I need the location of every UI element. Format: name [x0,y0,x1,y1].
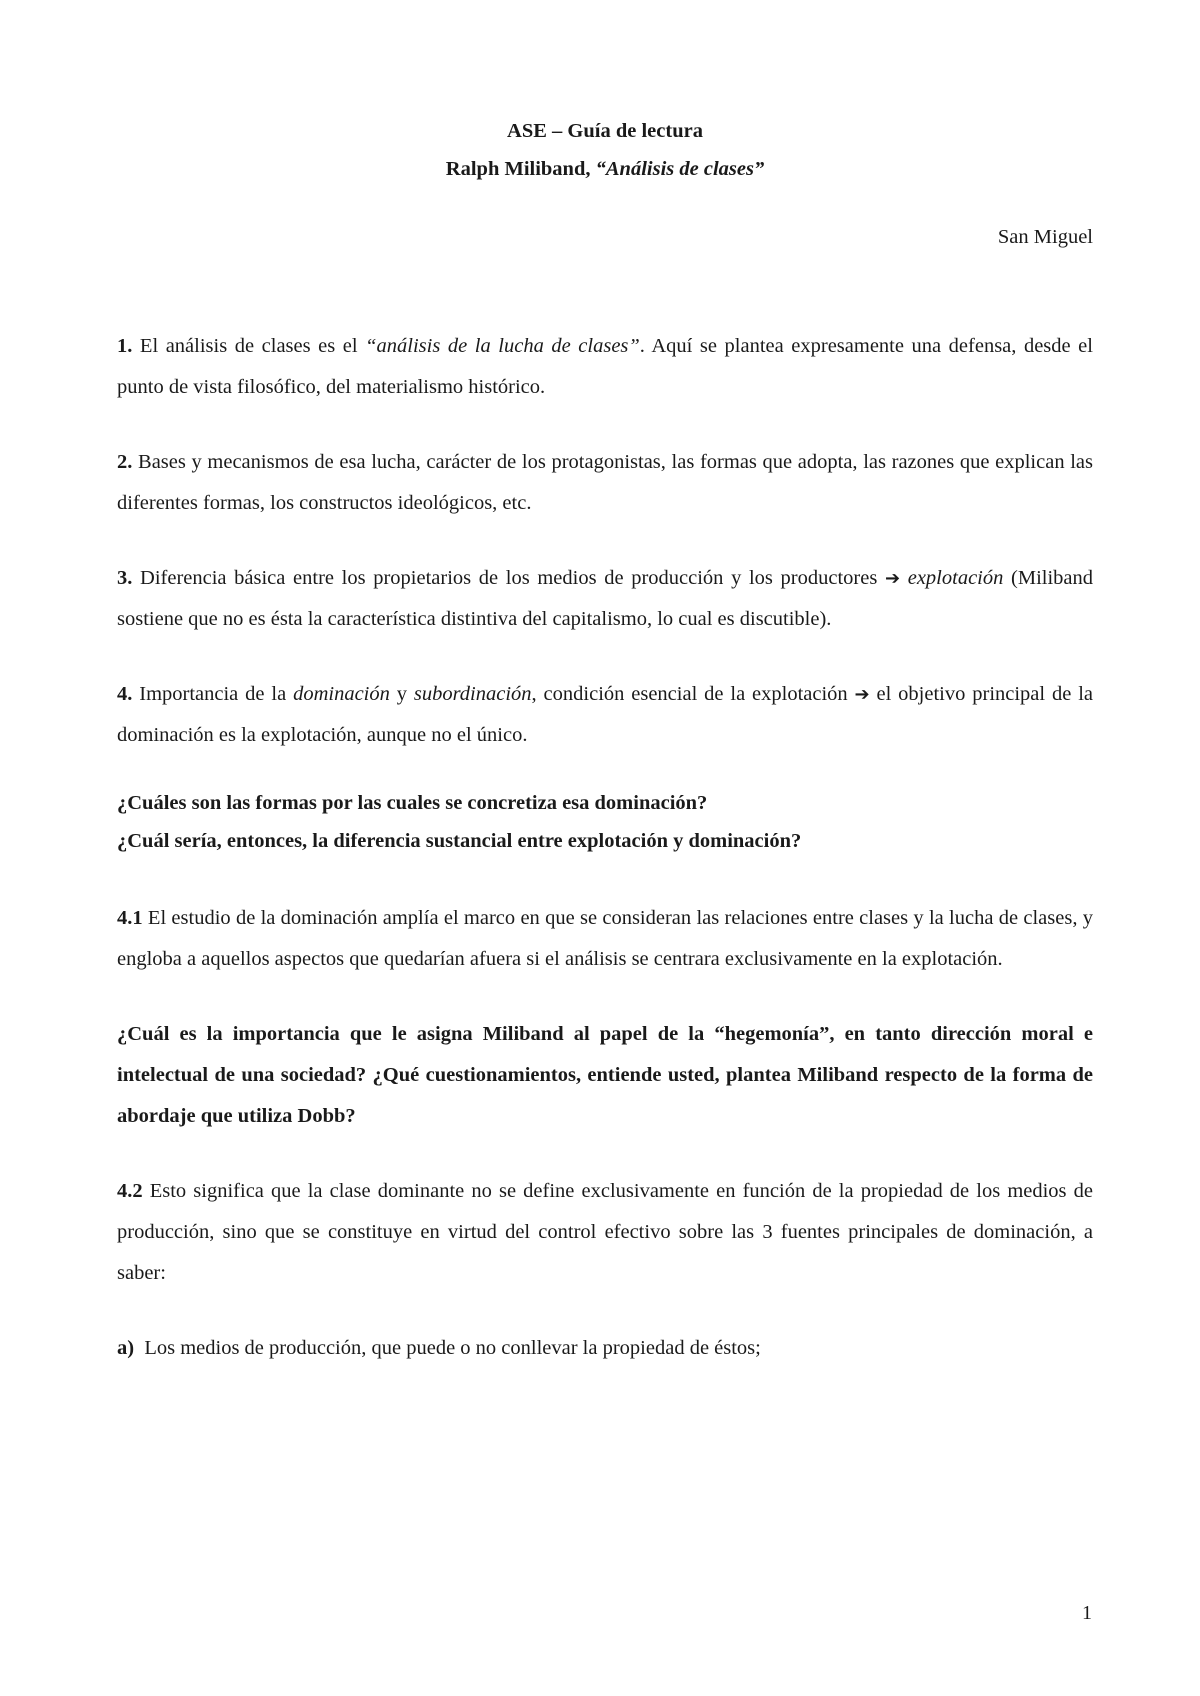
document-body [117,112,1093,1369]
paragraph-2: 2. Bases y mecanismos de esa lucha, carácter de los protagonistas, las formas que adopta, las razones que explican las diferentes formas, los constructos ideológicos, etc. [117,451,1093,514]
question-3: ¿Cuál es la importancia que le asigna Miliband al papel de la “hegemonía”, en tanto dirección moral e intelectual de una sociedad? ¿Qué cuestionamientos, entiende usted, plantea Miliband respecto de la forma de abordaje que utiliza Dobb? [117,1023,1093,1127]
paragraph-1-number: 1. [117,335,133,357]
paragraph-3: 3. Diferencia básica entre los propietarios de los medios de producción y los productores ➔ explotación (Miliband sostiene que no es ésta la característica distintiva del capitalismo, lo cual es discutible). [117,567,1094,630]
document-subtitle [117,150,1093,188]
paragraph-4: 4. Importancia de la dominación y subordinación, condición esencial de la explotación ➔ el objetivo principal de la dominación es la explotación, aunque no el único. [117,683,1093,746]
subtitle-work: “Análisis de clases” [595,158,765,180]
arrow-right-icon: ➔ [854,684,870,705]
question-2: ¿Cuál sería, entonces, la diferencia sustancial entre explotación y dominación? [117,830,802,852]
location: San Miguel [997,226,1093,248]
title-line-1: ASE – Guía de lectura [507,120,703,142]
arrow-right-icon: ➔ [884,568,901,589]
paragraph-4-1-number: 4.1 [117,907,143,929]
paragraph-4-1: 4.1 El estudio de la dominación amplía el marco en que se consideran las relaciones entre clases y la lucha de clases, y engloba a aquellos aspectos que quedarían afuera si el análisis se centrara exclusivamente en la explotación. [117,907,1093,970]
paragraph-4-2: 4.2 Esto significa que la clase dominante no se define exclusivamente en función de la propiedad de los medios de producción, sino que se constituye en virtud del control efectivo sobre las 3 fuentes principales de dominación, a saber: [117,1180,1093,1284]
document-title [117,112,1093,150]
paragraph-4-2-number: 4.2 [117,1180,143,1202]
paragraph-4-number: 4. [117,683,133,705]
page-number: 1 [1082,1602,1092,1624]
paragraph-2-number: 2. [117,451,133,473]
list-item-a-marker: a) [117,1337,135,1359]
question-1: ¿Cuáles son las formas por las cuales se concretiza esa dominación? [117,792,708,814]
paragraph-1: 1. El análisis de clases es el “análisis de la lucha de clases”. Aquí se plantea expresamente una defensa, desde el punto de vista filosófico, del materialismo histórico. [117,335,1093,398]
subtitle-author: Ralph Miliband, [445,158,596,180]
paragraph-3-number: 3. [117,567,133,589]
list-item-a: a) Los medios de producción, que puede o no conllevar la propiedad de éstos; [117,1337,761,1359]
